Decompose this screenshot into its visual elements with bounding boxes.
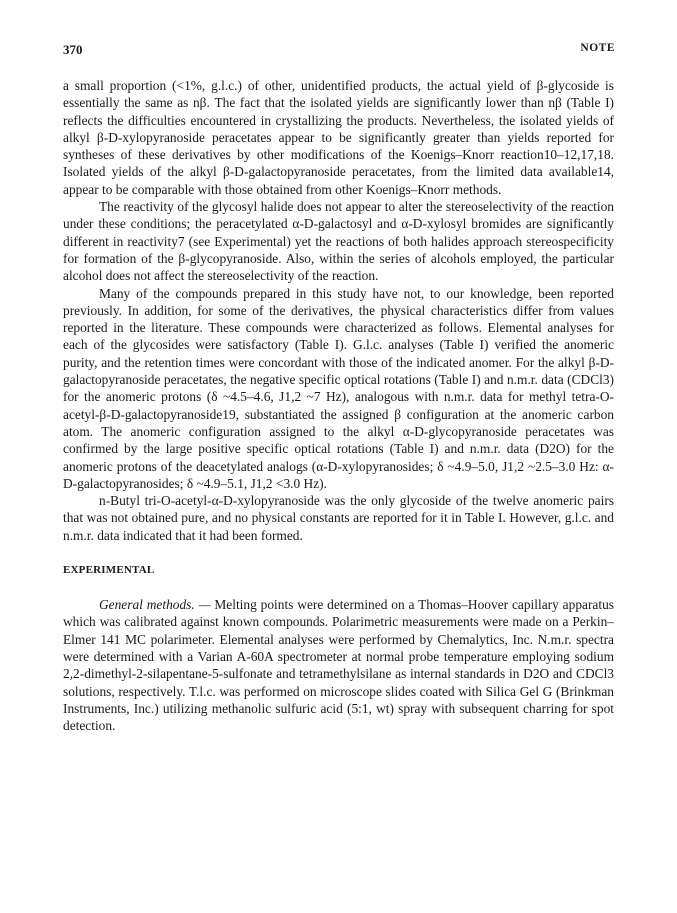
- paragraph-butyl-note: n-Butyl tri-O-acetyl-α-D-xylopyranoside was the only glycoside of the twelve anomeric pairs that was not obtained pure, and no physical constants are reported for it in Table I. However, g.l.c. and n.m.r. data indicated that it had been formed.: [63, 493, 614, 543]
- general-methods-text: Melting points were determined on a Thomas–Hoover capillary apparatus which was calibrated against known compounds. Polarimetric measurements were made on a Perkin–Elmer 141 MC polarimeter. Elemental analyses were performed by Chemalytics, Inc. N.m.r. spectra were determined with a Varian A-60A spectrometer at normal probe temperature employing sodium 2,2-dimethyl-2-silapentane-5-sulfonate and tetramethylsilane as internal standards in D2O and CDCl3 solutions, respectively. T.l.c. was performed on microscope slides coated with Silica Gel G (Brinkman Instruments, Inc.) utilizing methanolic sulfuric acid (5:1, wt) spray with subsequent charring for spot detection.: [63, 597, 614, 734]
- paragraph-general-methods: [63, 596, 614, 734]
- page-header: [63, 42, 615, 60]
- paragraph-reactivity: The reactivity of the glycosyl halide does not appear to alter the stereoselectivity of the reaction under these conditions; the peracetylated α-D-galactosyl and α-D-xylosyl bromides are significantly different in reactivity7 (see Experimental) yet the reactions of both halides approach stereospecificity for formation of the β-glycopyranoside. Also, within the series of alcohols employed, the particular alcohol does not affect the stereoselectivity of the reaction.: [63, 199, 614, 284]
- page-number: 370: [63, 42, 83, 57]
- running-head: NOTE: [580, 42, 615, 54]
- general-methods-label: General methods. —: [99, 597, 211, 613]
- section-heading-experimental: EXPERIMENTAL: [63, 564, 155, 577]
- article-body: [63, 77, 614, 734]
- paragraph-characterization: Many of the compounds prepared in this study have not, to our knowledge, been reported previously. In addition, for some of the derivatives, the physical characteristics differ from values reported in the literature. These compounds were characterized as follows. Elemental analyses for each of the glycosides were satisfactory (Table I). G.l.c. analyses (Table I) verified the anomeric purity, and the retention times were concordant with those of the indicated anomer. For the alkyl β-D-galactopyranoside peracetates, the negative specific optical rotations (Table I) and n.m.r. data (CDCl3) for the anomeric protons (δ ~4.5–4.6, J1,2 ~7 Hz), analogous with n.m.r. data for methyl tetra-O-acetyl-β-D-galactopyranoside19, substantiated the assigned β configuration at the anomeric carbon atom. The anomeric configuration assigned to the alkyl α-D-glycopyranoside peracetates was confirmed by the large positive specific optical rotations (Table I) and n.m.r. data (D2O) for the anomeric protons of the deacetylated analogs (α-D-xylopyranosides; δ ~4.9–5.0, J1,2 ~2.5–3.0 Hz: α-D-galactopyranosides; δ ~4.9–5.1, J1,2 <3.0 Hz).: [63, 285, 614, 491]
- paragraph-continued: a small proportion (<1%, g.l.c.) of other, unidentified products, the actual yield of β-glycoside is essentially the same as nβ. The fact that the isolated yields are significantly lower than nβ (Table I) reflects the difficulties encountered in crystallizing the products. Nevertheless, the isolated yields of alkyl β-D-xylopyranoside peracetates appear to be significantly greater than yields reported for syntheses of these derivatives by other modifications of the Koenigs–Knorr reaction10–12,17,18. Isolated yields of the alkyl β-D-galactopyranoside peracetates, from the limited data available14, appear to be comparable with those obtained from other Koenigs–Knorr methods.: [63, 78, 614, 197]
